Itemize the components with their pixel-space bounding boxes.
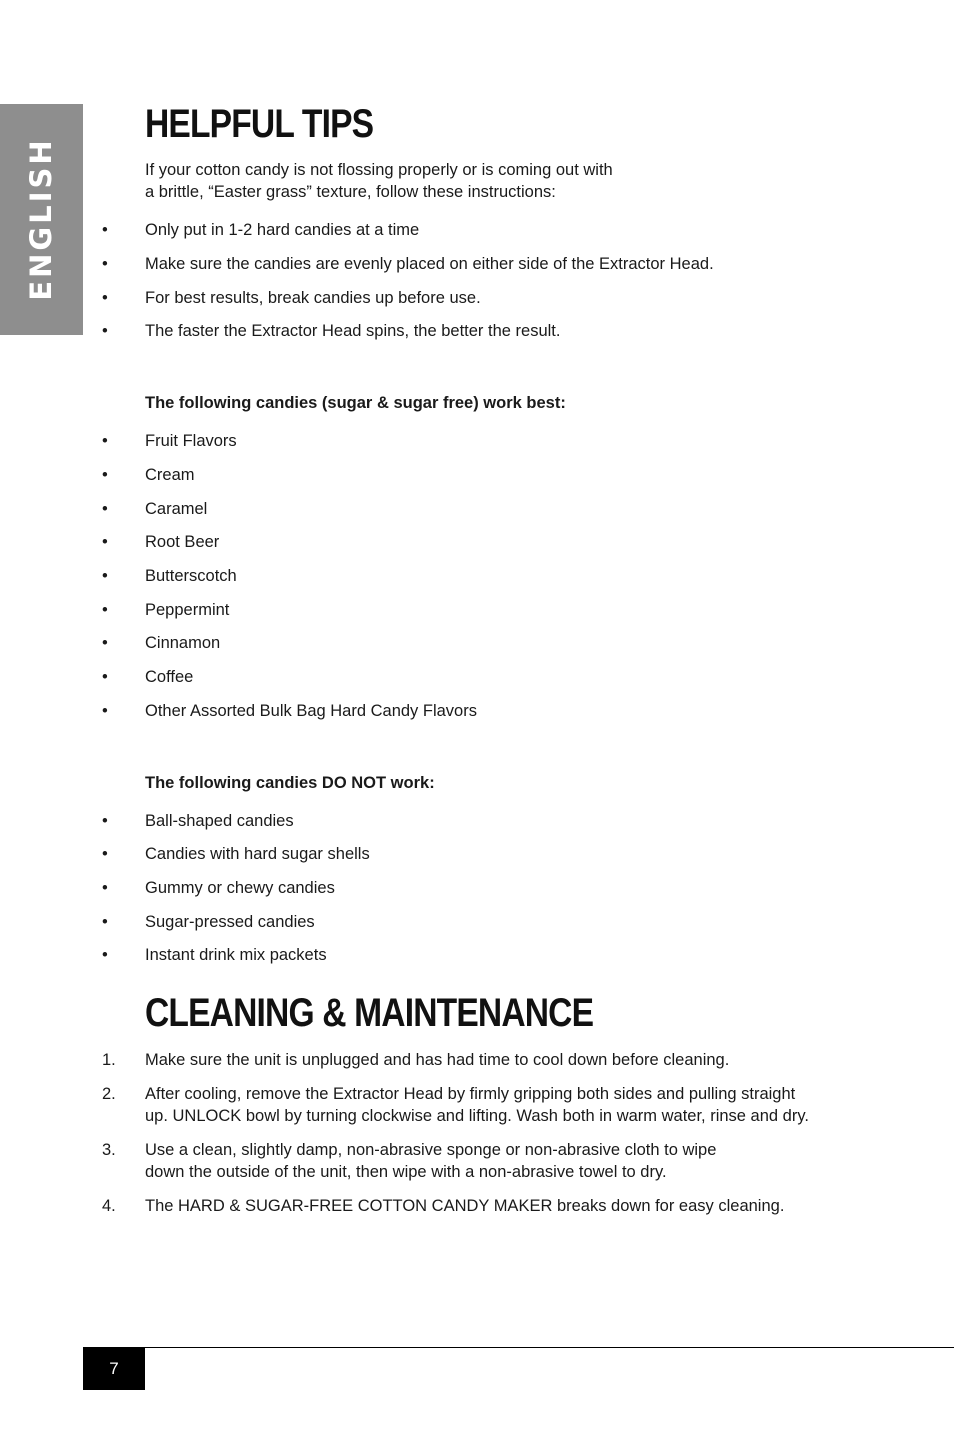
list-item: 2. After cooling, remove the Extractor Head by firmly gripping both sides and pulling straight up. UNLOCK bowl by turning clockwise and lifting. Wash both in warm water, rinse and dry. [102, 1085, 809, 1125]
not-work-heading: The following candies DO NOT work: [145, 774, 435, 792]
list-item: • The faster the Extractor Head spins, the better the result. [102, 322, 561, 340]
list-item: • Peppermint [102, 601, 230, 619]
list-item: • Instant drink mix packets [102, 946, 327, 964]
list-item: • Caramel [102, 500, 208, 518]
list-item: • Coffee [102, 668, 194, 686]
language-tab-label: ENGLISH [24, 137, 58, 301]
list-item: • Ball-shaped candies [102, 812, 294, 830]
list-item: • Make sure the candies are evenly placed on either side of the Extractor Head. [102, 255, 714, 273]
tips-list [0, 219, 954, 354]
helpful-tips-title: HELPFUL TIPS [145, 102, 374, 146]
tips-intro-line-1: If your cotton candy is not flossing properly or is coming out with [145, 161, 613, 179]
list-item: 4. The HARD & SUGAR-FREE COTTON CANDY MAKER breaks down for easy cleaning. [102, 1197, 785, 1215]
list-item: • Gummy or chewy candies [102, 879, 335, 897]
list-item: • Candies with hard sugar shells [102, 845, 370, 863]
cleaning-maintenance-title: CLEANING & MAINTENANCE [145, 991, 594, 1035]
list-item: • Sugar-pressed candies [102, 913, 315, 931]
page-number: 7 [83, 1348, 145, 1390]
footer-rule [83, 1347, 954, 1348]
list-item: • Other Assorted Bulk Bag Hard Candy Flavors [102, 702, 477, 720]
tips-intro-line-2: a brittle, “Easter grass” texture, follow these instructions: [145, 183, 556, 201]
list-item: • Root Beer [102, 533, 220, 551]
tips-intro [145, 159, 705, 203]
work-best-heading: The following candies (sugar & sugar free) work best: [145, 394, 566, 412]
list-item: 3. Use a clean, slightly damp, non-abrasive sponge or non-abrasive cloth to wipe down the outside of the unit, then wipe with a non-abrasive towel to dry. [102, 1141, 717, 1181]
list-item: • Cream [102, 466, 195, 484]
list-item: • Only put in 1-2 hard candies at a time [102, 221, 420, 239]
not-work-list [0, 810, 954, 978]
list-item: 1. Make sure the unit is unplugged and has had time to cool down before cleaning. [102, 1051, 730, 1069]
work-best-list [0, 430, 954, 733]
list-item: • Butterscotch [102, 567, 237, 585]
list-item: • Fruit Flavors [102, 432, 237, 450]
cleaning-steps [0, 1049, 954, 1229]
list-item: • Cinnamon [102, 634, 221, 652]
list-item: • For best results, break candies up before use. [102, 289, 481, 307]
